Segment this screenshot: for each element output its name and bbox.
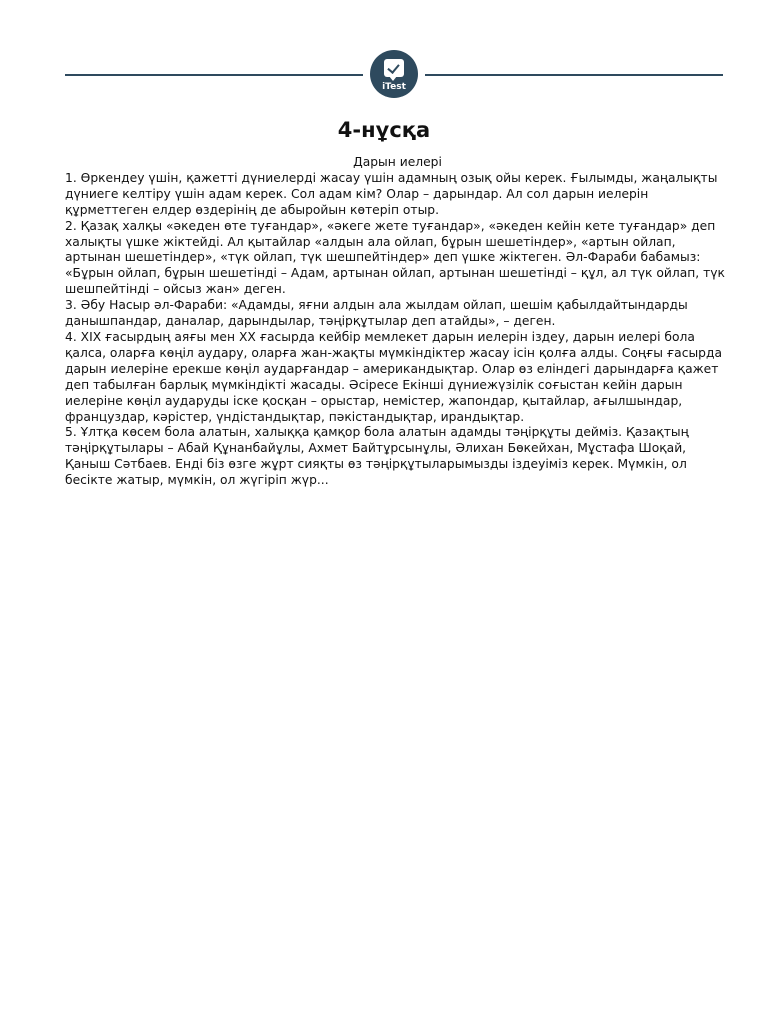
paragraph-2: 2. Қазақ халқы «әкеден өте туғандар», «әкеге жете туғандар», «әкеден кейін кете туғандар» деп халықты үшке жіктейді. Ал қытайлар «алдын ала ойлап, бұрын шешетіндер», «артын ойлап, артынан шешетіндер», «түк ойлап, түк шешпейтіндер» деп үшке жіктеген. Әл-Фараби бабамыз: «Бұрын ойлап, бұрын шешетінді – Адам, артынан ойлап, артынан шешетінді – құл, ал түк ойлап, түк шешпейтінді – ойсыз жан» деген.	[65, 218, 725, 297]
header-divider-left	[65, 74, 363, 76]
itest-logo	[370, 50, 418, 98]
logo-text: iTest	[382, 82, 406, 92]
check-icon	[387, 61, 399, 74]
header-divider-right	[425, 74, 723, 76]
paragraph-1: 1. Өркендеу үшін, қажетті дүниелерді жасау үшін адамның озық ойы керек. Ғылымды, жаңалықты дүниеге келтіру үшін адам керек. Сол адам кім? Олар – дарындар. Ал сол дарын иелерін құрметтеген елдер өздерінің де абыройын көтеріп отыр.	[65, 170, 718, 217]
paragraph-3: 3. Әбу Насыр әл-Фараби: «Адамды, яғни алдын ала жылдам ойлап, шешім қабылдайтындарды данышпандар, даналар, дарындылар, тәңірқұтылар деп атайды», – деген.	[65, 298, 688, 329]
chat-check-icon	[384, 59, 404, 77]
text-title: Дарын иелері	[353, 155, 442, 169]
paragraph-4: 4. XIX ғасырдың аяғы мен XX ғасырда кейбір мемлекет дарын иелерін іздеу, дарын иелері бола қалса, оларға көңіл аудару, оларға жан-жақты мүмкіндіктер жасау ісін қолға алды. Соңғы ғасырда дарын иелеріне ерекше көңіл аударғандар – американдықтар. Олар өз еліндегі дарындарға қажет деп табылған барлық мүмкіндікті жасады. Әсіресе Екінші дүниежүзілік соғыстан кейін дарын иелеріне көңіл аударуды іске қосқан – орыстар, немістер, жапондар, қытайлар, ағылшындар, француздар, кәрістер, үндістандықтар, пәкістандықтар, ирандықтар.	[65, 329, 723, 424]
text-content	[65, 155, 730, 489]
page-header	[65, 50, 723, 98]
paragraph-5: 5. Ұлтқа көсем бола алатын, халыққа қамқор бола алатын адамды тәңірқұты дейміз. Қазақтың тәңірқұтылары – Абай Құнанбайұлы, Ахмет Байтұрсынұлы, Әлихан Бөкейхан, Мұстафа Шоқай, Қаныш Сәтбаев. Енді біз өзге жұрт сияқты өз тәңірқұтыларымызды іздеуіміз керек. Мүмкін, ол бесікте жатыр, мүмкін, ол жүгіріп жүр...	[65, 425, 689, 488]
page-title: 4-нұсқа	[337, 118, 431, 142]
